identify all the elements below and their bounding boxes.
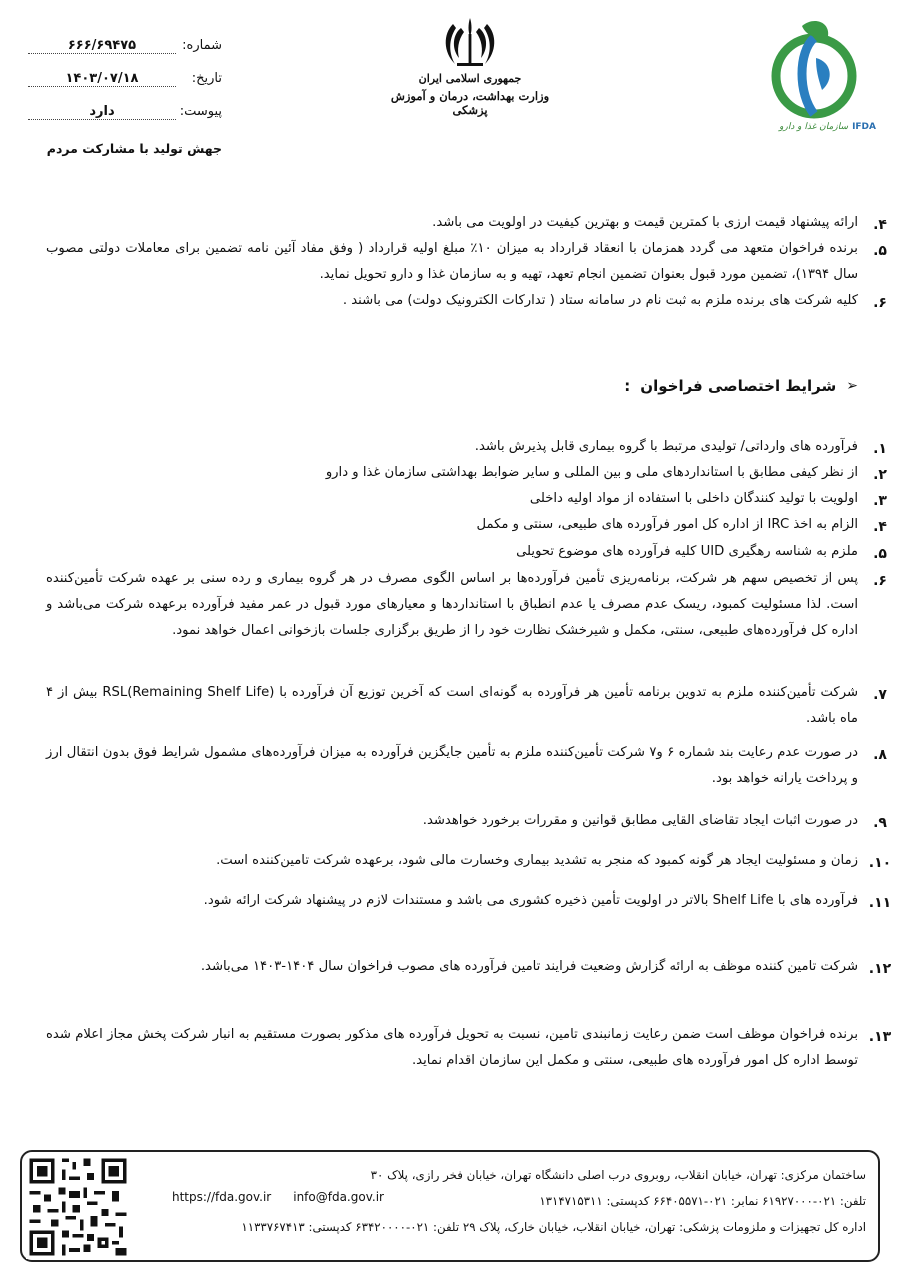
letter-footer bbox=[20, 1150, 880, 1262]
date-value: ۱۴۰۳/۰۷/۱۸ bbox=[28, 71, 176, 87]
item-text: شرکت تامین کننده موظف به ارائه گزارش وضعیت فرایند تامین فرآورده های مصوب فراخوان سال ۱۴۰۴-۱۴۰۳ می‌باشد. bbox=[200, 959, 858, 974]
number-value: ۶۶۶/۶۹۴۷۵ bbox=[28, 38, 176, 54]
number-row bbox=[22, 38, 222, 71]
item-number: ۷. bbox=[873, 687, 887, 703]
item-text: شرکت تأمین‌کننده ملزم به تدوین برنامه تأمین هر فرآورده به گونه‌ای است که آخرین توزیع آن فرآورده با RSL(Remaining Shelf Life) بیش از ۴ ماه باشد. bbox=[46, 685, 859, 726]
special-item bbox=[46, 512, 887, 539]
item-number: ۸. bbox=[873, 747, 887, 763]
special-item bbox=[46, 680, 887, 740]
item-text: در صورت اثبات ایجاد تقاضای القایی مطابق قوانین و مقررات برخورد خواهدشد. bbox=[422, 813, 858, 828]
item-number: ۹. bbox=[873, 815, 887, 831]
item-number: ۱. bbox=[873, 441, 887, 457]
section-heading bbox=[624, 377, 858, 395]
item-text: برنده فراخوان متعهد می گردد همزمان با انعقاد قرارداد به میزان ۱۰٪ مبلغ اولیه قرارداد ( وفق مفاد آئین نامه تضمین برای معاملات دولتی مصوب سال ۱۳۹۴)، تضمین مورد قبول بعنوان تضمین انجام تعهد، تهیه و به سازمان غذا و دارو تحویل نماید. bbox=[46, 241, 858, 282]
special-item bbox=[46, 434, 887, 460]
item-number: ۱۰. bbox=[868, 855, 892, 871]
ifda-logo bbox=[738, 18, 878, 138]
item-text: پس از تخصیص سهم هر شرکت، برنامه‌ریزی تأمین فرآورده‌ها بر اساس الگوی مصرف در هر گروه بیماری و رده سنی بر عهده شرکت تأمین‌کننده است. لذا مسئولیت کمبود، ریسک عدم مصرف یا عدم انطباق با استانداردها و معیارهای مورد قبول در عمر مفید فرآورده برعهده شرکت می‌باشد و اداره کل فرآورده‌های طبیعی، سنتی، مکمل و شیرخشک نظارت خود را از طریق برگزاری جلسات بازخوانی اعمال خواهد نمود. bbox=[46, 571, 858, 638]
special-item bbox=[46, 486, 887, 512]
number-label: شماره: bbox=[182, 38, 222, 53]
item-text: الزام به اخذ IRC از اداره کل امور فرآورده های طبیعی، سنتی و مکمل bbox=[476, 517, 858, 532]
special-item bbox=[46, 460, 887, 486]
item-number: ۵. bbox=[873, 546, 887, 562]
item-number: ۶. bbox=[873, 295, 887, 311]
email-link[interactable]: info@fda.gov.ir bbox=[293, 1190, 384, 1204]
ifda-logo-icon bbox=[738, 18, 878, 122]
special-item bbox=[46, 539, 887, 566]
section-title: شرایط اختصاصی فراخوان bbox=[640, 377, 837, 395]
logo-caption-fa: سازمان غذا و دارو bbox=[779, 122, 848, 132]
emblem-title: جمهوری اسلامی ایران bbox=[418, 72, 522, 85]
item-number: ۱۲. bbox=[868, 961, 892, 977]
attachment-value: دارد bbox=[28, 104, 176, 120]
item-text: فرآورده های وارداتی/ تولیدی مرتبط با گروه بیماری قابل پذیرش باشد. bbox=[474, 439, 858, 454]
general-item bbox=[46, 236, 887, 288]
item-number: ۴. bbox=[873, 519, 887, 535]
item-text: ارائه پیشنهاد قیمت ارزی با کمترین قیمت و بهترین کیفیت در اولویت می باشد. bbox=[432, 215, 858, 230]
iran-emblem bbox=[380, 14, 560, 117]
item-text: اولویت با تولید کنندگان داخلی با استفاده از مواد اولیه داخلی bbox=[529, 491, 858, 506]
letter-meta bbox=[22, 38, 222, 156]
qr-code-icon bbox=[24, 1155, 132, 1259]
item-number: ۱۳. bbox=[868, 1029, 892, 1045]
item-text: برنده فراخوان موظف است ضمن رعایت زمانبندی تامین، نسبت به تحویل فرآورده های مذکور بصورت مستقیم به انبار شرکت پخش مجاز اعلام شده توسط اداره کل امور فرآورده های طبیعی، سنتی و مکمل این سازمان اقدام نماید. bbox=[46, 1027, 858, 1068]
item-text: زمان و مسئولیت ایجاد هر گونه کمبود که منجر به تشدید بیماری وخسارت مالی شود، برعهده شرکت تامین‌کننده است. bbox=[216, 853, 858, 868]
iran-emblem-icon bbox=[439, 14, 501, 70]
special-item bbox=[46, 808, 887, 848]
arrow-bullet-icon: ➢ bbox=[846, 378, 858, 394]
logo-caption-en: IFDA bbox=[852, 122, 876, 132]
special-conditions-list bbox=[46, 434, 892, 1074]
date-label: تاریخ: bbox=[191, 71, 222, 86]
special-item bbox=[46, 1022, 892, 1074]
item-text: کلیه شرکت های برنده ملزم به ثبت نام در سامانه ستاد ( تدارکات الکترونیک دولت) می باشند . bbox=[342, 293, 858, 308]
item-number: ۴. bbox=[873, 217, 887, 233]
attachment-row bbox=[22, 104, 222, 137]
special-item bbox=[46, 566, 887, 680]
general-conditions-list bbox=[46, 210, 887, 314]
item-number: ۳. bbox=[873, 493, 887, 509]
slogan: جهش تولید با مشارکت مردم bbox=[46, 141, 222, 156]
general-item bbox=[46, 210, 887, 236]
item-text: فرآورده های با Shelf Life بالاتر در اولویت تأمین ذخیره کشوری می باشد و مستندات لازم در پیشنهاد شرکت ارائه شود. bbox=[203, 893, 858, 908]
item-number: ۲. bbox=[873, 467, 887, 483]
attachment-label: پیوست: bbox=[179, 104, 222, 119]
item-number: ۱۱. bbox=[868, 895, 892, 911]
date-row bbox=[22, 71, 222, 104]
website-link[interactable]: https://fda.gov.ir bbox=[172, 1190, 272, 1204]
item-text: در صورت عدم رعایت بند شماره ۶ و۷ شرکت تأمین‌کننده ملزم به تأمین جایگزین فرآورده به میزان فرآورده‌های مشمول شرایط فوق بدون انتقال ارز و پرداخت یارانه خواهد بود. bbox=[46, 745, 859, 786]
footer-line-contact: تلفن: ۰۲۱-۶۱۹۲۷۰۰۰ نمابر: ۰۲۱-۶۶۴۰۵۵۷۱ کدپستی: ۱۳۱۴۷۱۵۳۱۱ bbox=[539, 1194, 866, 1208]
general-item bbox=[46, 288, 887, 314]
special-item bbox=[46, 740, 887, 808]
footer-line-hq: ساختمان مرکزی: تهران، خیابان انقلاب، روبروی درب اصلی دانشگاه تهران، خیابان فخر رازی، پلاک ۳۰ bbox=[370, 1168, 866, 1182]
footer-line-branch: اداره کل تجهیزات و ملزومات پزشکی: تهران، خیابان انقلاب، خیابان خارک، پلاک ۲۹ تلفن: ۰۲۱-۶۳۴۲۰۰۰۰ کدپستی: ۱۱۳۳۷۶۷۴۱۳ bbox=[241, 1220, 866, 1234]
special-item bbox=[46, 954, 892, 1022]
item-number: ۵. bbox=[873, 243, 887, 259]
item-text: از نظر کیفی مطابق با استانداردهای ملی و بین المللی و سایر ضوابط بهداشتی سازمان غذا و دارو bbox=[325, 465, 858, 480]
special-item bbox=[46, 888, 892, 954]
item-text: ملزم به شناسه رهگیری UID کلیه فرآورده های موضوع تحویلی bbox=[516, 544, 858, 559]
ministry-name: وزارت بهداشت، درمان و آموزش پزشکی bbox=[390, 89, 550, 117]
footer-links bbox=[172, 1190, 384, 1204]
section-title-colon: : bbox=[624, 377, 631, 395]
item-number: ۶. bbox=[873, 573, 887, 589]
special-item bbox=[46, 848, 892, 888]
